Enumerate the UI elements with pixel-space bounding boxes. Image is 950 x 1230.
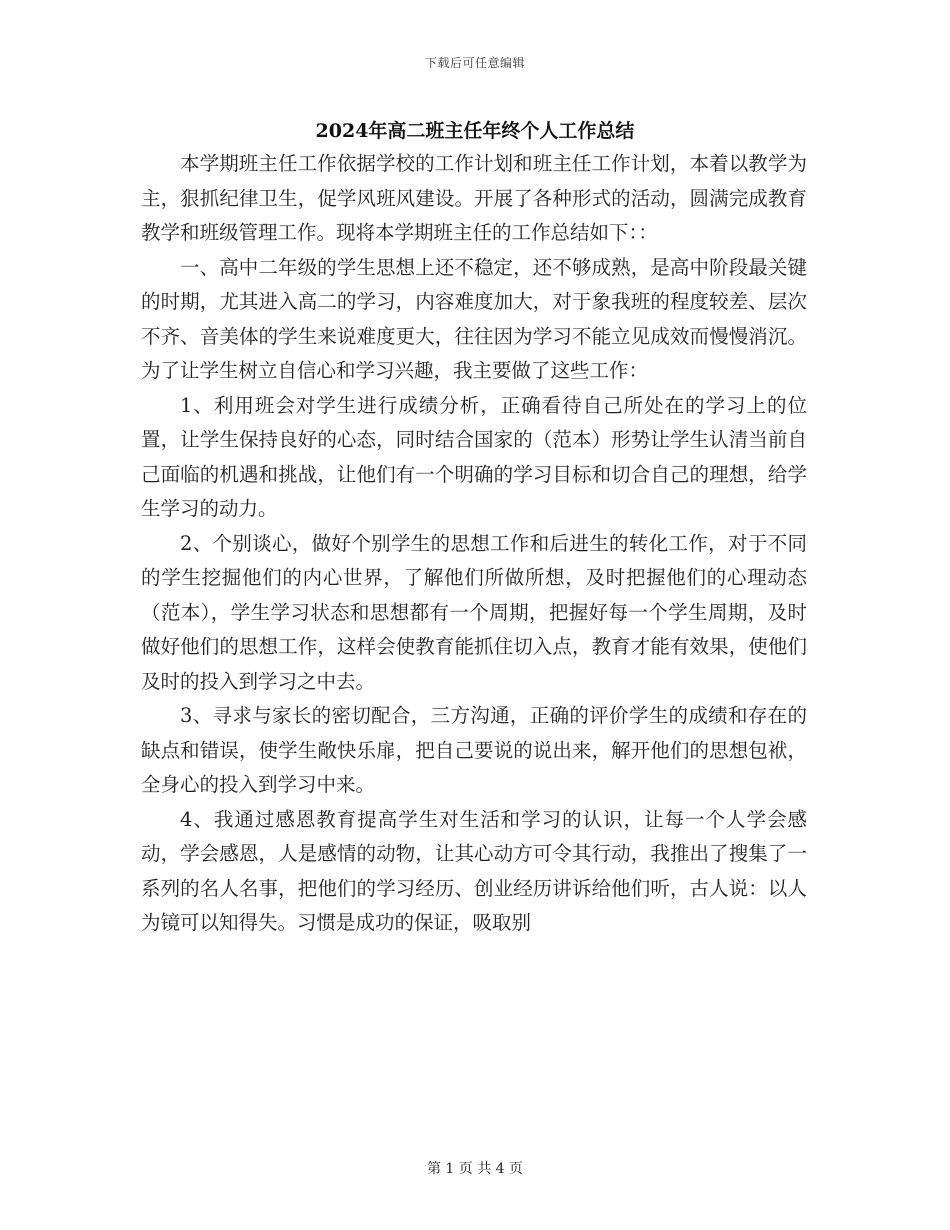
document-title: 2024年高二班主任年终个人工作总结 [315, 120, 635, 142]
paragraph-section-1: 一、高中二年级的学生思想上还不稳定，还不够成熟，是高中阶段最关键的时期，尤其进入高二的学习，内容难度加大，对于象我班的程度较差、层次不齐、音美体的学生来说难度更大，往往因为学习不能立见成效而慢慢消沉。为了让学生树立自信心和学习兴趣，我主要做了这些工作： [141, 255, 807, 382]
paragraph-intro: 本学期班主任工作依据学校的工作计划和班主任工作计划，本着以教学为主，狠抓纪律卫生，促学风班风建设。开展了各种形式的活动，圆满完成教育教学和班级管理工作。现将本学期班主任的工作总结如下：： [141, 152, 807, 244]
header-note: 下载后可任意编辑 [424, 56, 525, 70]
document-body [141, 147, 807, 941]
paragraph-item-1: 1、利用班会对学生进行成绩分析，正确看待自己所处在的学习上的位置，让学生保持良好的心态，同时结合国家的（范本）形势让学生认清当前自己面临的机遇和挑战，让他们有一个明确的学习目标和切合自己的理想，给学生学习的动力。 [141, 393, 807, 520]
paragraph-item-4: 4、我通过感恩教育提高学生对生活和学习的认识，让每一个人学会感动，学会感恩，人是感情的动物，让其心动方可令其行动，我推出了搜集了一系列的名人名事，把他们的学习经历、创业经历讲诉给他们听，古人说：以人为镜可以知得失。习惯是成功的保证，吸取别 [141, 807, 807, 934]
page-number: 第 1 页 共 4 页 [426, 1161, 524, 1177]
paragraph-item-3: 3、寻求与家长的密切配合，三方沟通，正确的评价学生的成绩和存在的缺点和错误，使学生敞快乐扉，把自己要说的说出来，解开他们的思想包袱，全身心的投入到学习中来。 [141, 704, 807, 796]
paragraph-item-2: 2、个别谈心，做好个别学生的思想工作和后进生的转化工作，对于不同的学生挖掘他们的内心世界，了解他们所做所想，及时把握他们的心理动态（范本），学生学习状态和思想都有一个周期，把握好每一个学生周期，及时做好他们的思想工作，这样会使教育能抓住切入点，教育才能有效果，使他们及时的投入到学习之中去。 [141, 531, 807, 693]
